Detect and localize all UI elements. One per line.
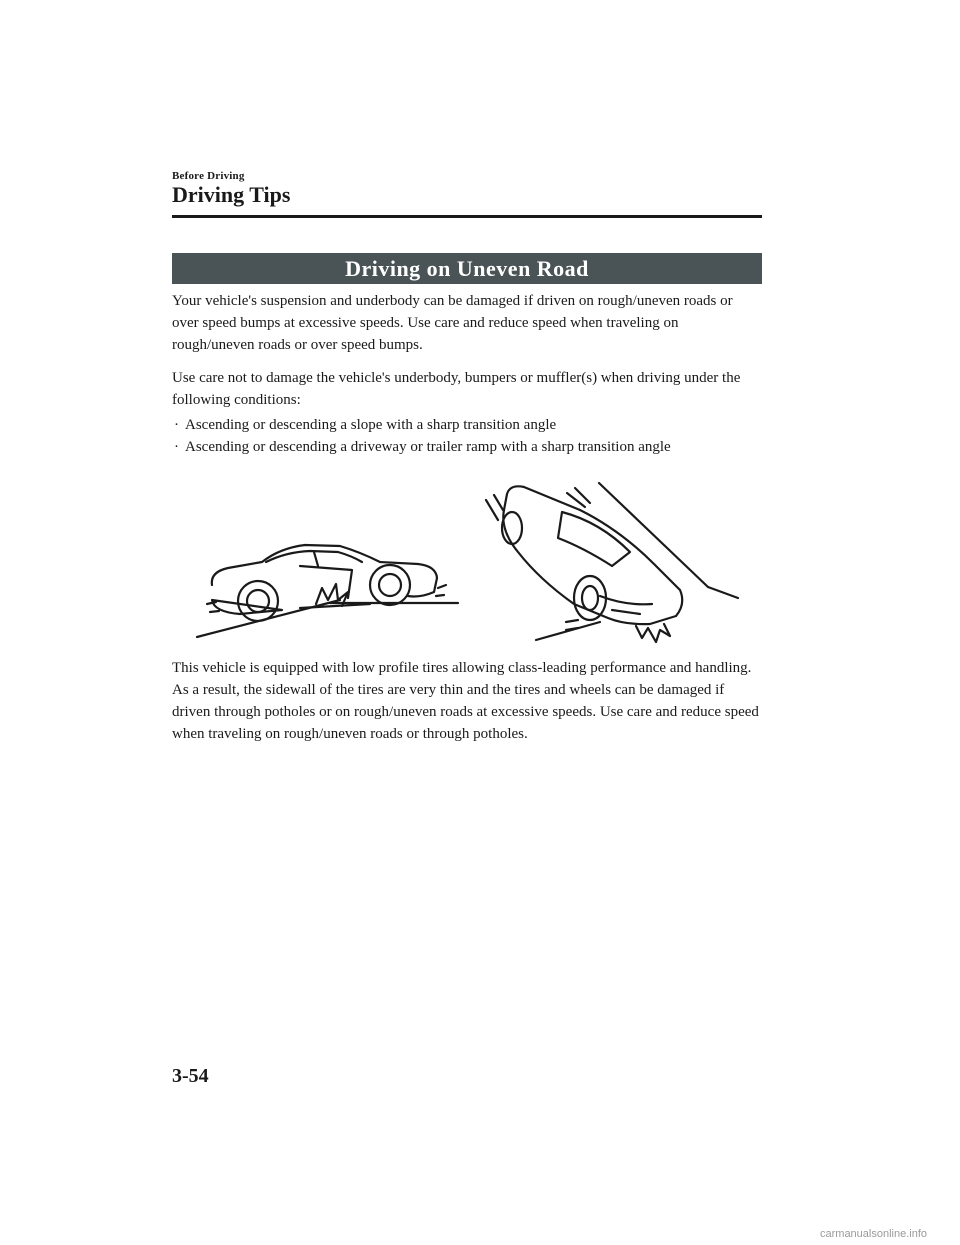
car-side-view-icon: [197, 545, 458, 637]
topic-title: Driving on Uneven Road: [345, 255, 589, 281]
bullet-icon: ·: [174, 417, 179, 433]
paragraph-low-profile-tires: This vehicle is equipped with low profile tires allowing class-leading performance and handling. As a result, the sidewall of the tires are very thin and the tires and wheels can be damaged if driven through potholes or on rough/uneven roads at excessive speeds. Use care and reduce speed when traveling on rough/uneven roads or through potholes.: [172, 660, 759, 742]
car-front-view-icon: [486, 483, 738, 642]
section-title: Driving Tips: [172, 182, 291, 207]
paragraph-suspension: Your vehicle's suspension and underbody can be damaged if driven on rough/uneven roads or over speed bumps at excessive speeds. Use care and reduce speed when traveling on rough/uneven roads or over speed bumps.: [172, 293, 733, 353]
bullet-icon: ·: [174, 439, 179, 455]
list-item: · Ascending or descending a driveway or trailer ramp with a sharp transition angle: [172, 436, 762, 458]
watermark-text: carmanualsonline.info: [820, 1228, 928, 1240]
chapter-label: Before Driving: [172, 170, 245, 182]
paragraph-conditions: Use care not to damage the vehicle's underbody, bumpers or muffler(s) when driving under the following conditions:: [172, 370, 741, 408]
list-item: · Ascending or descending a slope with a sharp transition angle: [172, 414, 762, 436]
page-number: 3-54: [172, 1065, 209, 1087]
